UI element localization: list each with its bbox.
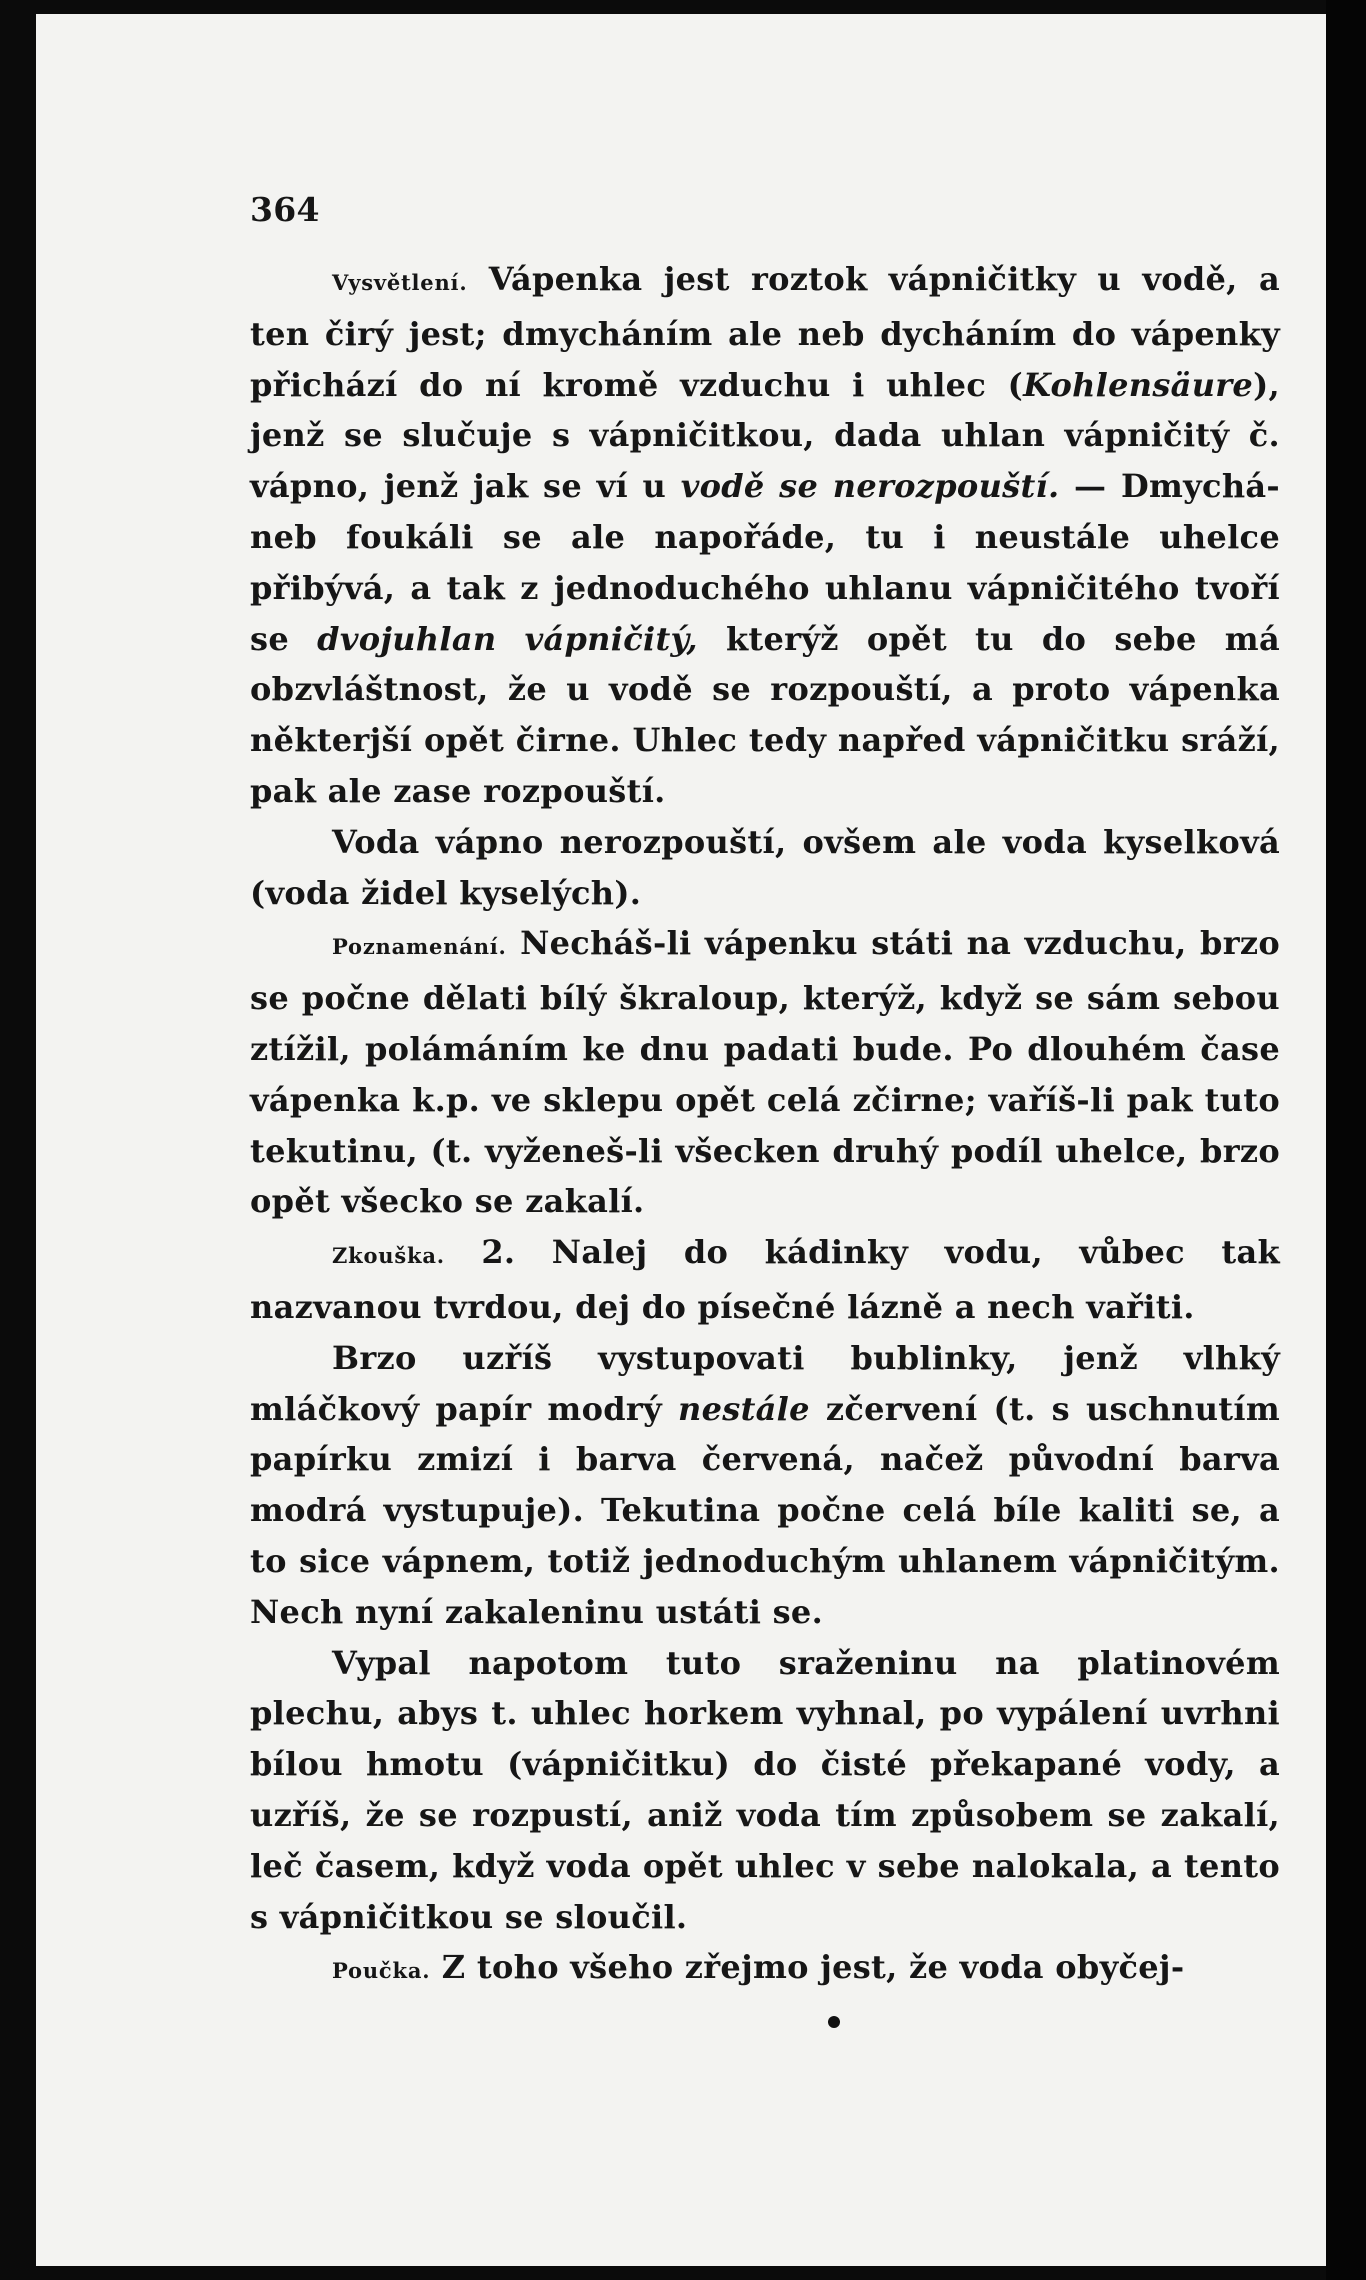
paragraph-label: Zkouška. — [332, 1243, 445, 1269]
ink-dot — [828, 2016, 840, 2028]
paragraph-poznamenani — [250, 918, 1280, 1227]
page-text-body — [250, 190, 1280, 1997]
paragraph-text: zčervení (t. s uschnutím papírku zmizí i barva červená, načež původní barva modrá vystupuje). Tekutina počne celá bíle kaliti se, a to sice vápnem, totiž jednoduchým uhlanem vápničitým. Nech nyní zakaleninu ustáti se. — [250, 1389, 1280, 1631]
paragraph-text: Z toho všeho zřejmo jest, že voda obyčej- — [430, 1948, 1185, 1987]
italic-phrase: dvojuhlan vápničitý, — [317, 619, 698, 658]
paragraph-text: Vápenka jest roztok vápničitky u vodě, a ten čirý jest; dmycháním ale neb dycháním do vápenky přichází do ní kromě vzduchu i uhlec ( — [250, 260, 1280, 404]
italic-phrase: vodě se nerozpouští. — [680, 467, 1060, 506]
paragraph-label: Poučka. — [332, 1958, 431, 1984]
paragraph-text: Brzo uzříš vystupovati bublinky, jenž vlhký mláčkový papír modrý — [250, 1338, 1280, 1428]
paragraph-text: — Dmychá- neb foukáli se ale napořáde, tu i neustále uhelce přibývá, a tak z jednoduchého uhlanu vápničitého tvoří se — [250, 467, 1281, 658]
paragraph-text: 2. Nalej do kádinky vodu, vůbec tak nazvanou tvrdou, dej do písečné lázně a nech vařiti. — [250, 1233, 1280, 1326]
paragraph-zkouska — [250, 1227, 1280, 1333]
paragraph-label: Vysvětlení. — [332, 270, 468, 295]
paragraph-brzo — [250, 1333, 1280, 1638]
paragraph-vysvetleni — [250, 254, 1280, 817]
paragraph-text: ), jenž se slučuje s vápničitkou, dada uhlan vápničitý č. vápno, jenž jak se ví u — [250, 365, 1280, 506]
paragraph-voda: Voda vápno nerozpouští, ovšem ale voda kyselková (voda židel kyselých). — [250, 822, 1280, 912]
page-number: 364 — [250, 190, 320, 229]
paragraph-text: kterýž opět tu do sebe má obzvláštnost, že u vodě se rozpouští, a proto vápenka některjší opět čirne. Uhlec tedy napřed vápničitku sráží, pak ale zase rozpouští. — [250, 619, 1280, 810]
paragraph-poucka — [250, 1942, 1280, 1997]
paragraph-text: Necháš-li vápenku státi na vzduchu, brzo se počne dělati bílý škraloup, kterýž, když se sám sebou ztížil, polámáním ke dnu padati bude. Po dlouhém čase vápenka k.p. ve sklepu opět celá zčirne; vaříš-li pak tuto tekutinu, (t. vyženeš-li všecken druhý podíl uhelce, brzo opět všecko se zakalí. — [250, 924, 1280, 1221]
paragraph-vypal: Vypal napotom tuto sraženinu na platinovém plechu, abys t. uhlec horkem vyhnal, po vypálení uvrhni bílou hmotu (vápničitku) do čisté překapané vody, a uzříš, že se rozpustí, aniž voda tím způsobem se zakalí, leč časem, když voda opět uhlec v sebe nalokala, a tento s vápničitkou se sloučil. — [250, 1643, 1280, 1936]
paragraph-label: Poznamenání. — [332, 934, 507, 960]
scan-edge — [1326, 0, 1366, 2280]
german-term: Kohlensäure — [1023, 365, 1254, 404]
italic-phrase: nestále — [678, 1389, 810, 1428]
